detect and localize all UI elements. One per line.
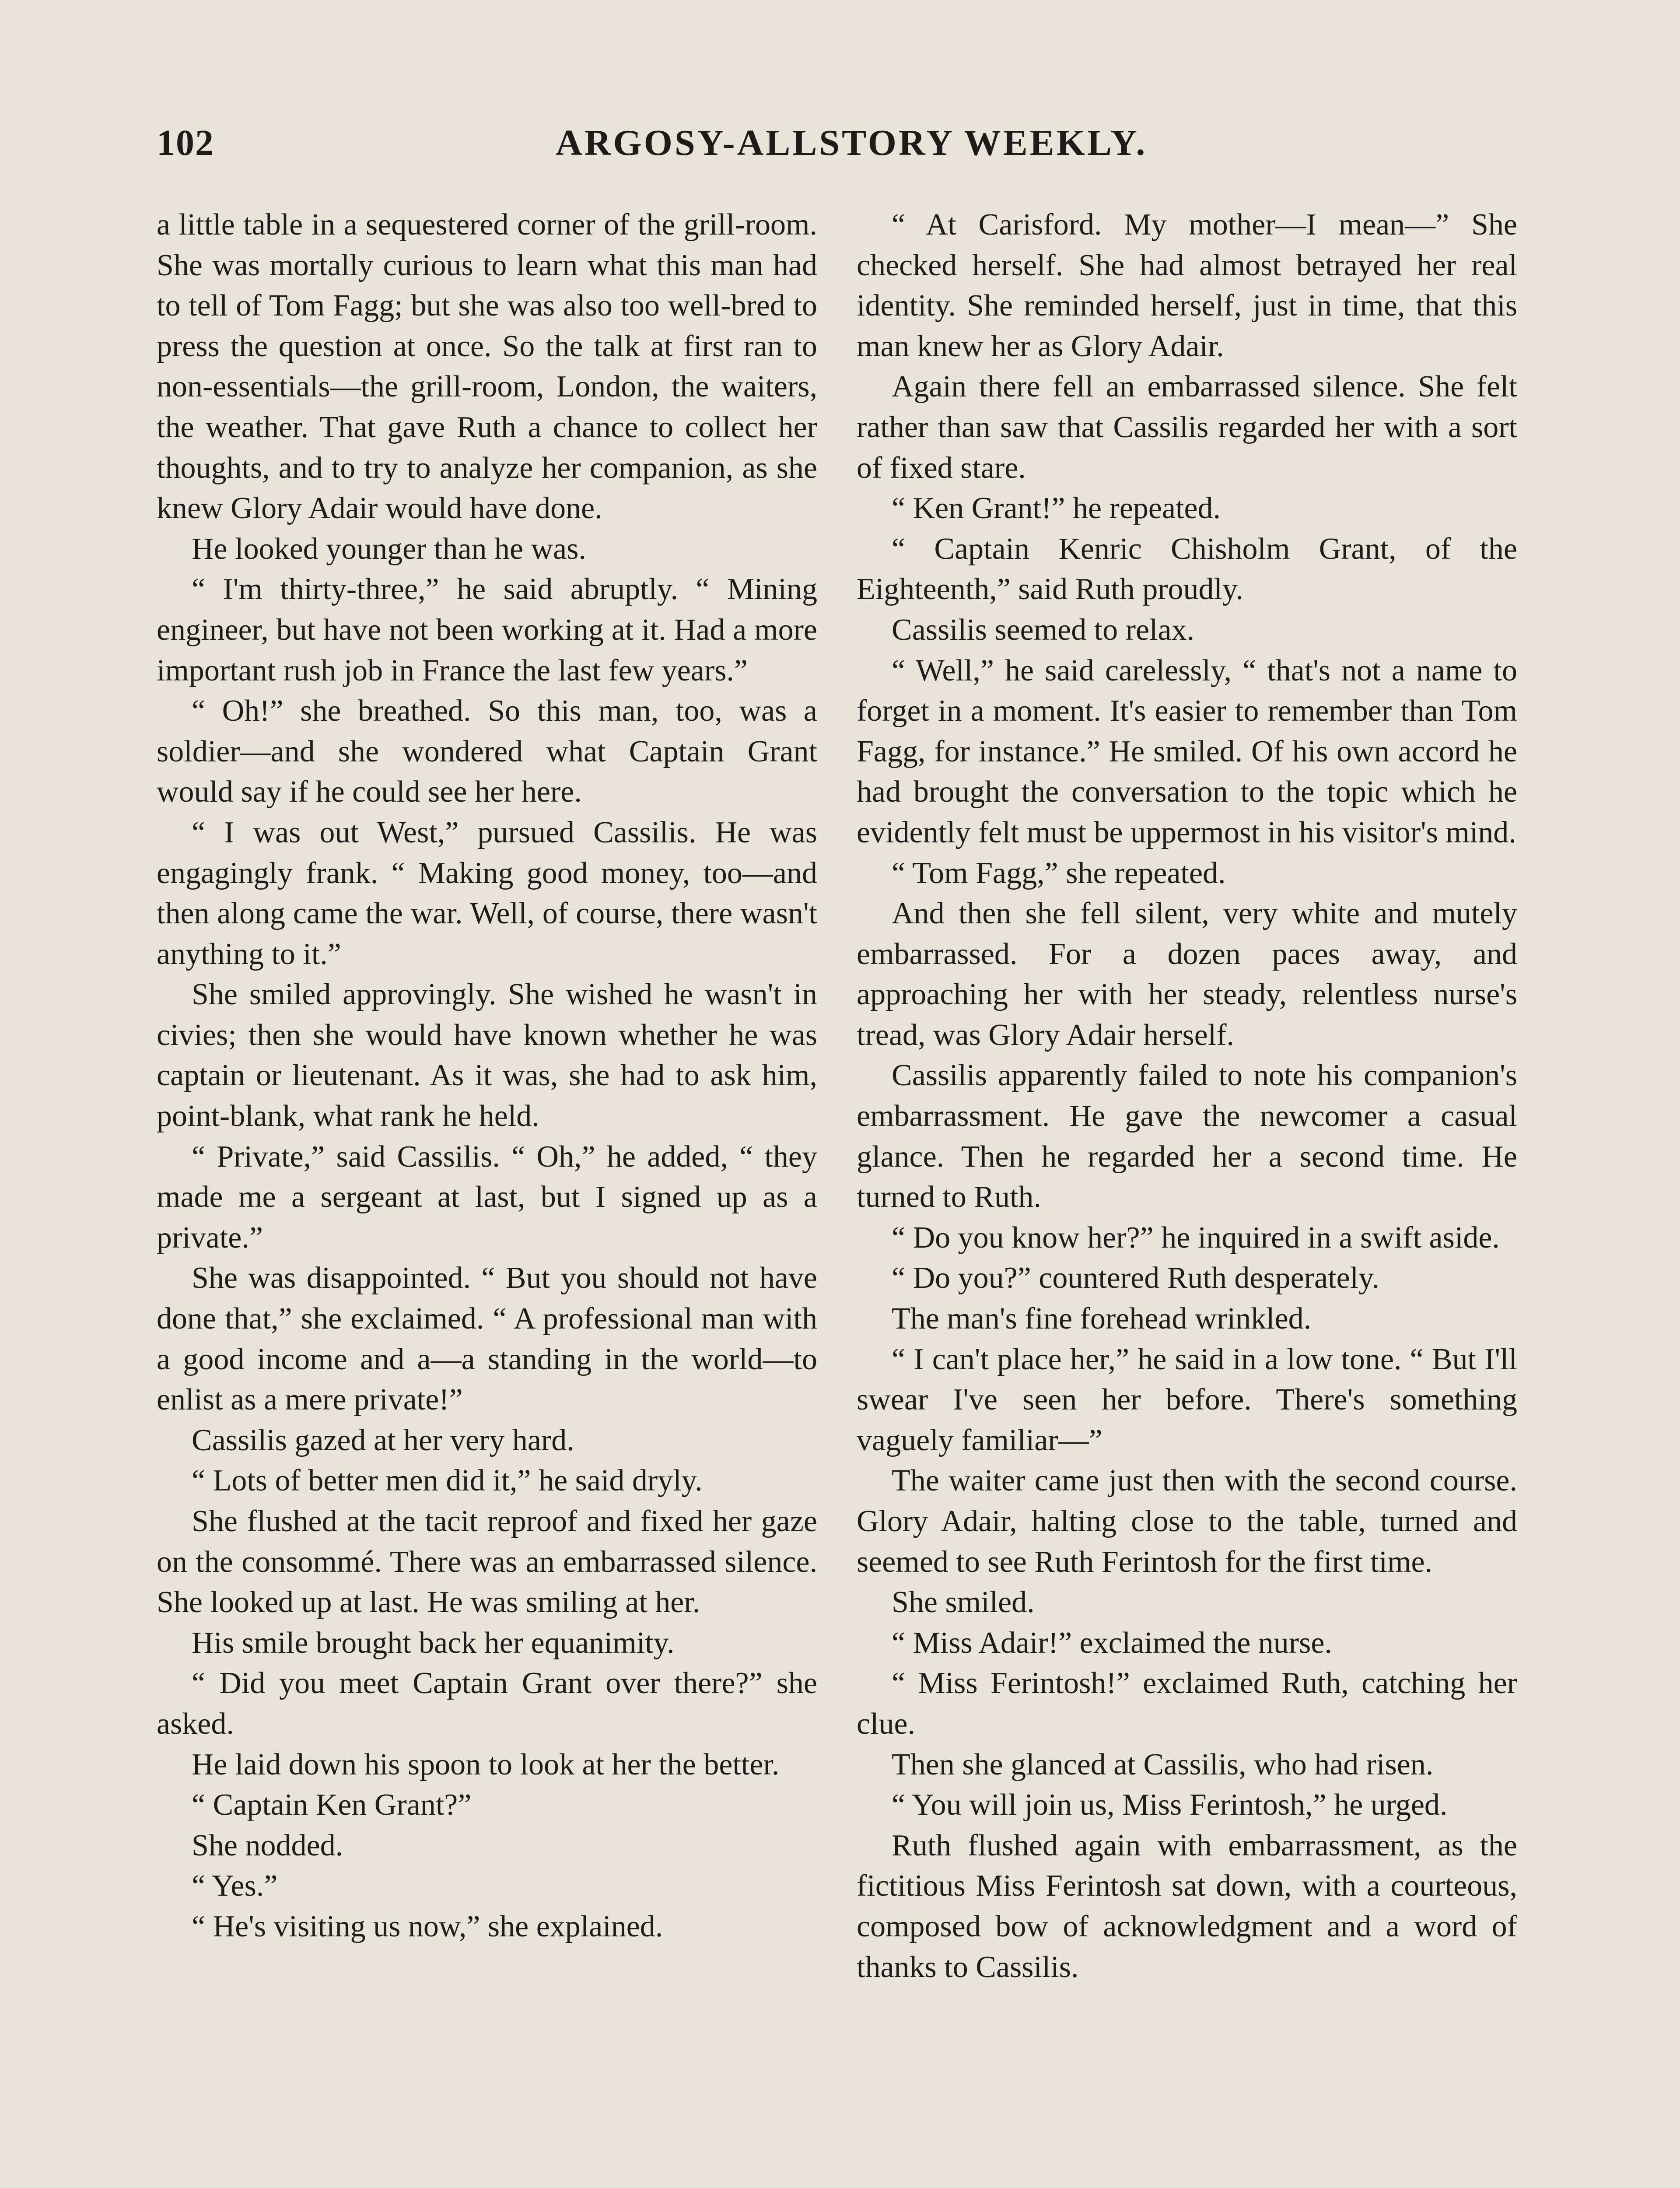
paragraph: a little table in a sequestered corner of the grill-room. She was mortally curious to learn what this man had to tell of Tom Fagg; but she was also too well-bred to press the question at once. So the talk at first ran to non-essentials—the grill-room, London, the waiters, the weather. That gave Ruth a chance to collect her thoughts, and to try to analyze her companion, as she knew Glory Adair would have done.: [157, 208, 817, 526]
paragraph: Ruth flushed again with embarrassment, as the fictitious Miss Ferintosh sat down, with a courteous, composed bow of acknowledgment and a word of thanks to Cassilis.: [857, 1828, 1517, 1984]
running-head: ARGOSY-ALLSTORY WEEKLY.: [556, 123, 1148, 163]
paragraph: He looked younger than he was.: [192, 532, 586, 566]
paragraph: And then she fell silent, very white and mutely embarrassed. For a dozen paces away, and approaching her with her steady, relentless nurse's tread, was Glory Adair herself.: [857, 897, 1517, 1052]
right-text-column: [857, 205, 1517, 1988]
paragraph: Again there fell an embarrassed silence. She felt rather than saw that Cassilis regarded her with a sort of fixed stare.: [857, 370, 1517, 485]
paragraph: “ Did you meet Captain Grant over there?” she asked.: [157, 1666, 817, 1741]
paragraph: Cassilis apparently failed to note his companion's embarrassment. He gave the newcomer a casual glance. Then he regarded her a second time. He turned to Ruth.: [857, 1059, 1517, 1214]
paragraph: “ You will join us, Miss Ferintosh,” he urged.: [892, 1788, 1448, 1822]
paragraph: “ Oh!” she breathed. So this man, too, was a soldier—and she wondered what Captain Grant would say if he could see her here.: [157, 694, 817, 809]
paragraph: She was disappointed. “ But you should not have done that,” she exclaimed. “ A professional man with a good income and a—a standing in the world—to enlist as a mere private!”: [157, 1261, 817, 1417]
paragraph: “ Captain Kenric Chisholm Grant, of the Eighteenth,” said Ruth proudly.: [857, 532, 1517, 607]
paragraph: His smile brought back her equanimity.: [192, 1626, 675, 1660]
paragraph: “ At Carisford. My mother—I mean—” She checked herself. She had almost betrayed her real identity. She reminded herself, just in time, that this man knew her as Glory Adair.: [857, 208, 1517, 363]
paragraph: She smiled.: [892, 1585, 1035, 1620]
paragraph: He laid down his spoon to look at her the better.: [192, 1747, 780, 1781]
paragraph: “ I'm thirty-three,” he said abruptly. “ Mining engineer, but have not been working at it. Had a more important rush job in France the last few years.”: [157, 572, 817, 687]
paragraph: “ Captain Ken Grant?”: [192, 1788, 472, 1822]
paragraph: The waiter came just then with the second course. Glory Adair, halting close to the table, turned and seemed to see Ruth Ferintosh for the first time.: [857, 1464, 1517, 1579]
paragraph: She nodded.: [192, 1828, 343, 1862]
paragraph: “ He's visiting us now,” she explained.: [192, 1909, 663, 1943]
paragraph: Cassilis seemed to relax.: [892, 613, 1195, 647]
paragraph: “ Do you?” countered Ruth desperately.: [892, 1261, 1380, 1295]
paragraph: “ Yes.”: [192, 1869, 278, 1903]
paragraph: “ Tom Fagg,” she repeated.: [892, 856, 1226, 890]
paragraph: Then she glanced at Cassilis, who had risen.: [892, 1747, 1434, 1781]
paragraph: She flushed at the tacit reproof and fixed her gaze on the consommé. There was an embarrassed silence. She looked up at last. He was smiling at her.: [157, 1504, 817, 1620]
paragraph: Cassilis gazed at her very hard.: [192, 1423, 574, 1457]
paragraph: She smiled approvingly. She wished he wasn't in civies; then she would have known whether he was captain or lieutenant. As it was, she had to ask him, point-blank, what rank he held.: [157, 978, 817, 1133]
paragraph: “ Miss Ferintosh!” exclaimed Ruth, catching her clue.: [857, 1666, 1517, 1741]
paragraph: “ Miss Adair!” exclaimed the nurse.: [892, 1626, 1332, 1660]
paragraph: “ Do you know her?” he inquired in a swift aside.: [892, 1220, 1500, 1255]
paragraph: “ I was out West,” pursued Cassilis. He was engagingly frank. “ Making good money, too—and then along came the war. Well, of course, there wasn't anything to it.”: [157, 815, 817, 971]
paragraph: “ Ken Grant!” he repeated.: [892, 491, 1221, 526]
left-text-column: [157, 205, 817, 1947]
paragraph: “ Private,” said Cassilis. “ Oh,” he added, “ they made me a sergeant at last, but I signed up as a private.”: [157, 1140, 817, 1255]
paragraph: “ Well,” he said carelessly, “ that's not a name to forget in a moment. It's easier to remember than Tom Fagg, for instance.” He smiled. Of his own accord he had brought the conversation to the topic which he evidently felt must be uppermost in his visitor's mind.: [857, 653, 1517, 849]
paragraph: “ I can't place her,” he said in a low tone. “ But I'll swear I've seen her before. There's something vaguely familiar—”: [857, 1342, 1517, 1457]
paragraph: “ Lots of better men did it,” he said dryly.: [192, 1464, 703, 1498]
paragraph: The man's fine forehead wrinkled.: [892, 1302, 1312, 1336]
page-number: 102: [157, 123, 214, 163]
